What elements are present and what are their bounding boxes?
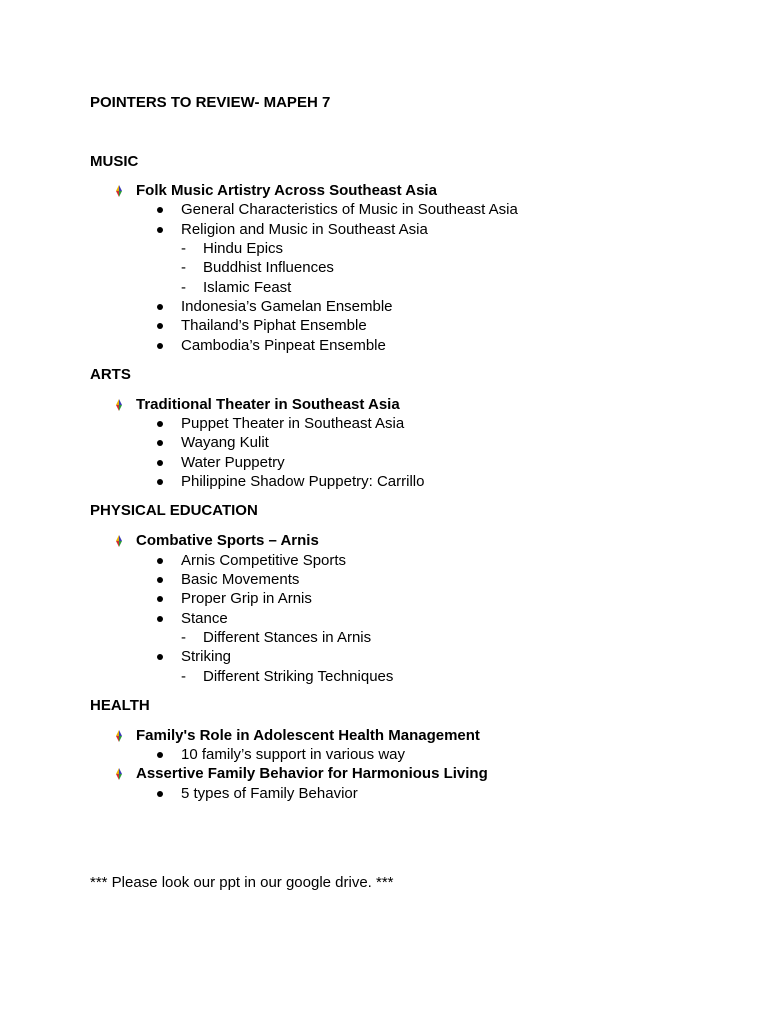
list-item: 5 types of Family Behavior — [181, 785, 358, 802]
bullet-dot — [157, 323, 163, 329]
section-heading-music: MUSIC — [90, 153, 139, 170]
sub-list-item: Buddhist Influences — [203, 259, 334, 276]
dash-marker: - — [181, 629, 186, 646]
section-heading-pe: PHYSICAL EDUCATION — [90, 502, 258, 519]
bullet-dot — [157, 596, 163, 602]
dash-marker: - — [181, 279, 186, 296]
list-item: Indonesia’s Gamelan Ensemble — [181, 298, 393, 315]
topic-arts: Traditional Theater in Southeast Asia — [136, 396, 400, 413]
diamond-bullet-icon — [112, 534, 126, 548]
diamond-bullet-icon — [112, 398, 126, 412]
list-item: Proper Grip in Arnis — [181, 590, 312, 607]
sub-list-item: Different Stances in Arnis — [203, 629, 372, 646]
bullet-dot — [157, 227, 163, 233]
list-item: Religion and Music in Southeast Asia — [181, 221, 428, 238]
list-item: Philippine Shadow Puppetry: Carrillo — [181, 473, 425, 490]
list-item: Cambodia’s Pinpeat Ensemble — [181, 337, 386, 354]
bullet-dot — [157, 479, 163, 485]
bullet-dot — [157, 343, 163, 349]
diamond-bullet-icon — [112, 729, 126, 743]
topic-music: Folk Music Artistry Across Southeast Asia — [136, 182, 437, 199]
list-item: Wayang Kulit — [181, 434, 269, 451]
bullet-dot — [157, 558, 163, 564]
topic-health-assertive-behavior: Assertive Family Behavior for Harmonious Living — [136, 765, 488, 782]
list-item: Striking — [181, 648, 232, 665]
section-heading-arts: ARTS — [90, 366, 131, 383]
sub-list-item: Hindu Epics — [203, 240, 284, 257]
topic-health-family-role: Family's Role in Adolescent Health Management — [136, 727, 480, 744]
bullet-dot — [157, 304, 163, 310]
dash-marker: - — [181, 259, 186, 276]
list-item: 10 family’s support in various way — [181, 746, 405, 763]
list-item: General Characteristics of Music in Southeast Asia — [181, 201, 518, 218]
document-title: POINTERS TO REVIEW- MAPEH 7 — [90, 94, 331, 111]
footer-note: *** Please look our ppt in our google drive. *** — [90, 874, 394, 891]
bullet-dot — [157, 577, 163, 583]
bullet-dot — [157, 616, 163, 622]
list-item: Stance — [181, 610, 228, 627]
topic-pe: Combative Sports – Arnis — [136, 532, 319, 549]
list-item: Puppet Theater in Southeast Asia — [181, 415, 405, 432]
list-item: Water Puppetry — [181, 454, 285, 471]
list-item: Thailand’s Piphat Ensemble — [181, 317, 367, 334]
bullet-dot — [157, 440, 163, 446]
bullet-dot — [157, 752, 163, 758]
sub-list-item: Islamic Feast — [203, 279, 292, 296]
dash-marker: - — [181, 240, 186, 257]
sub-list-item: Different Striking Techniques — [203, 668, 394, 685]
dash-marker: - — [181, 668, 186, 685]
bullet-dot — [157, 791, 163, 797]
section-heading-health: HEALTH — [90, 697, 150, 714]
list-item: Basic Movements — [181, 571, 300, 588]
bullet-dot — [157, 460, 163, 466]
list-item: Arnis Competitive Sports — [181, 552, 347, 569]
bullet-dot — [157, 421, 163, 427]
diamond-bullet-icon — [112, 184, 126, 198]
diamond-bullet-icon — [112, 767, 126, 781]
bullet-dot — [157, 654, 163, 660]
bullet-dot — [157, 207, 163, 213]
